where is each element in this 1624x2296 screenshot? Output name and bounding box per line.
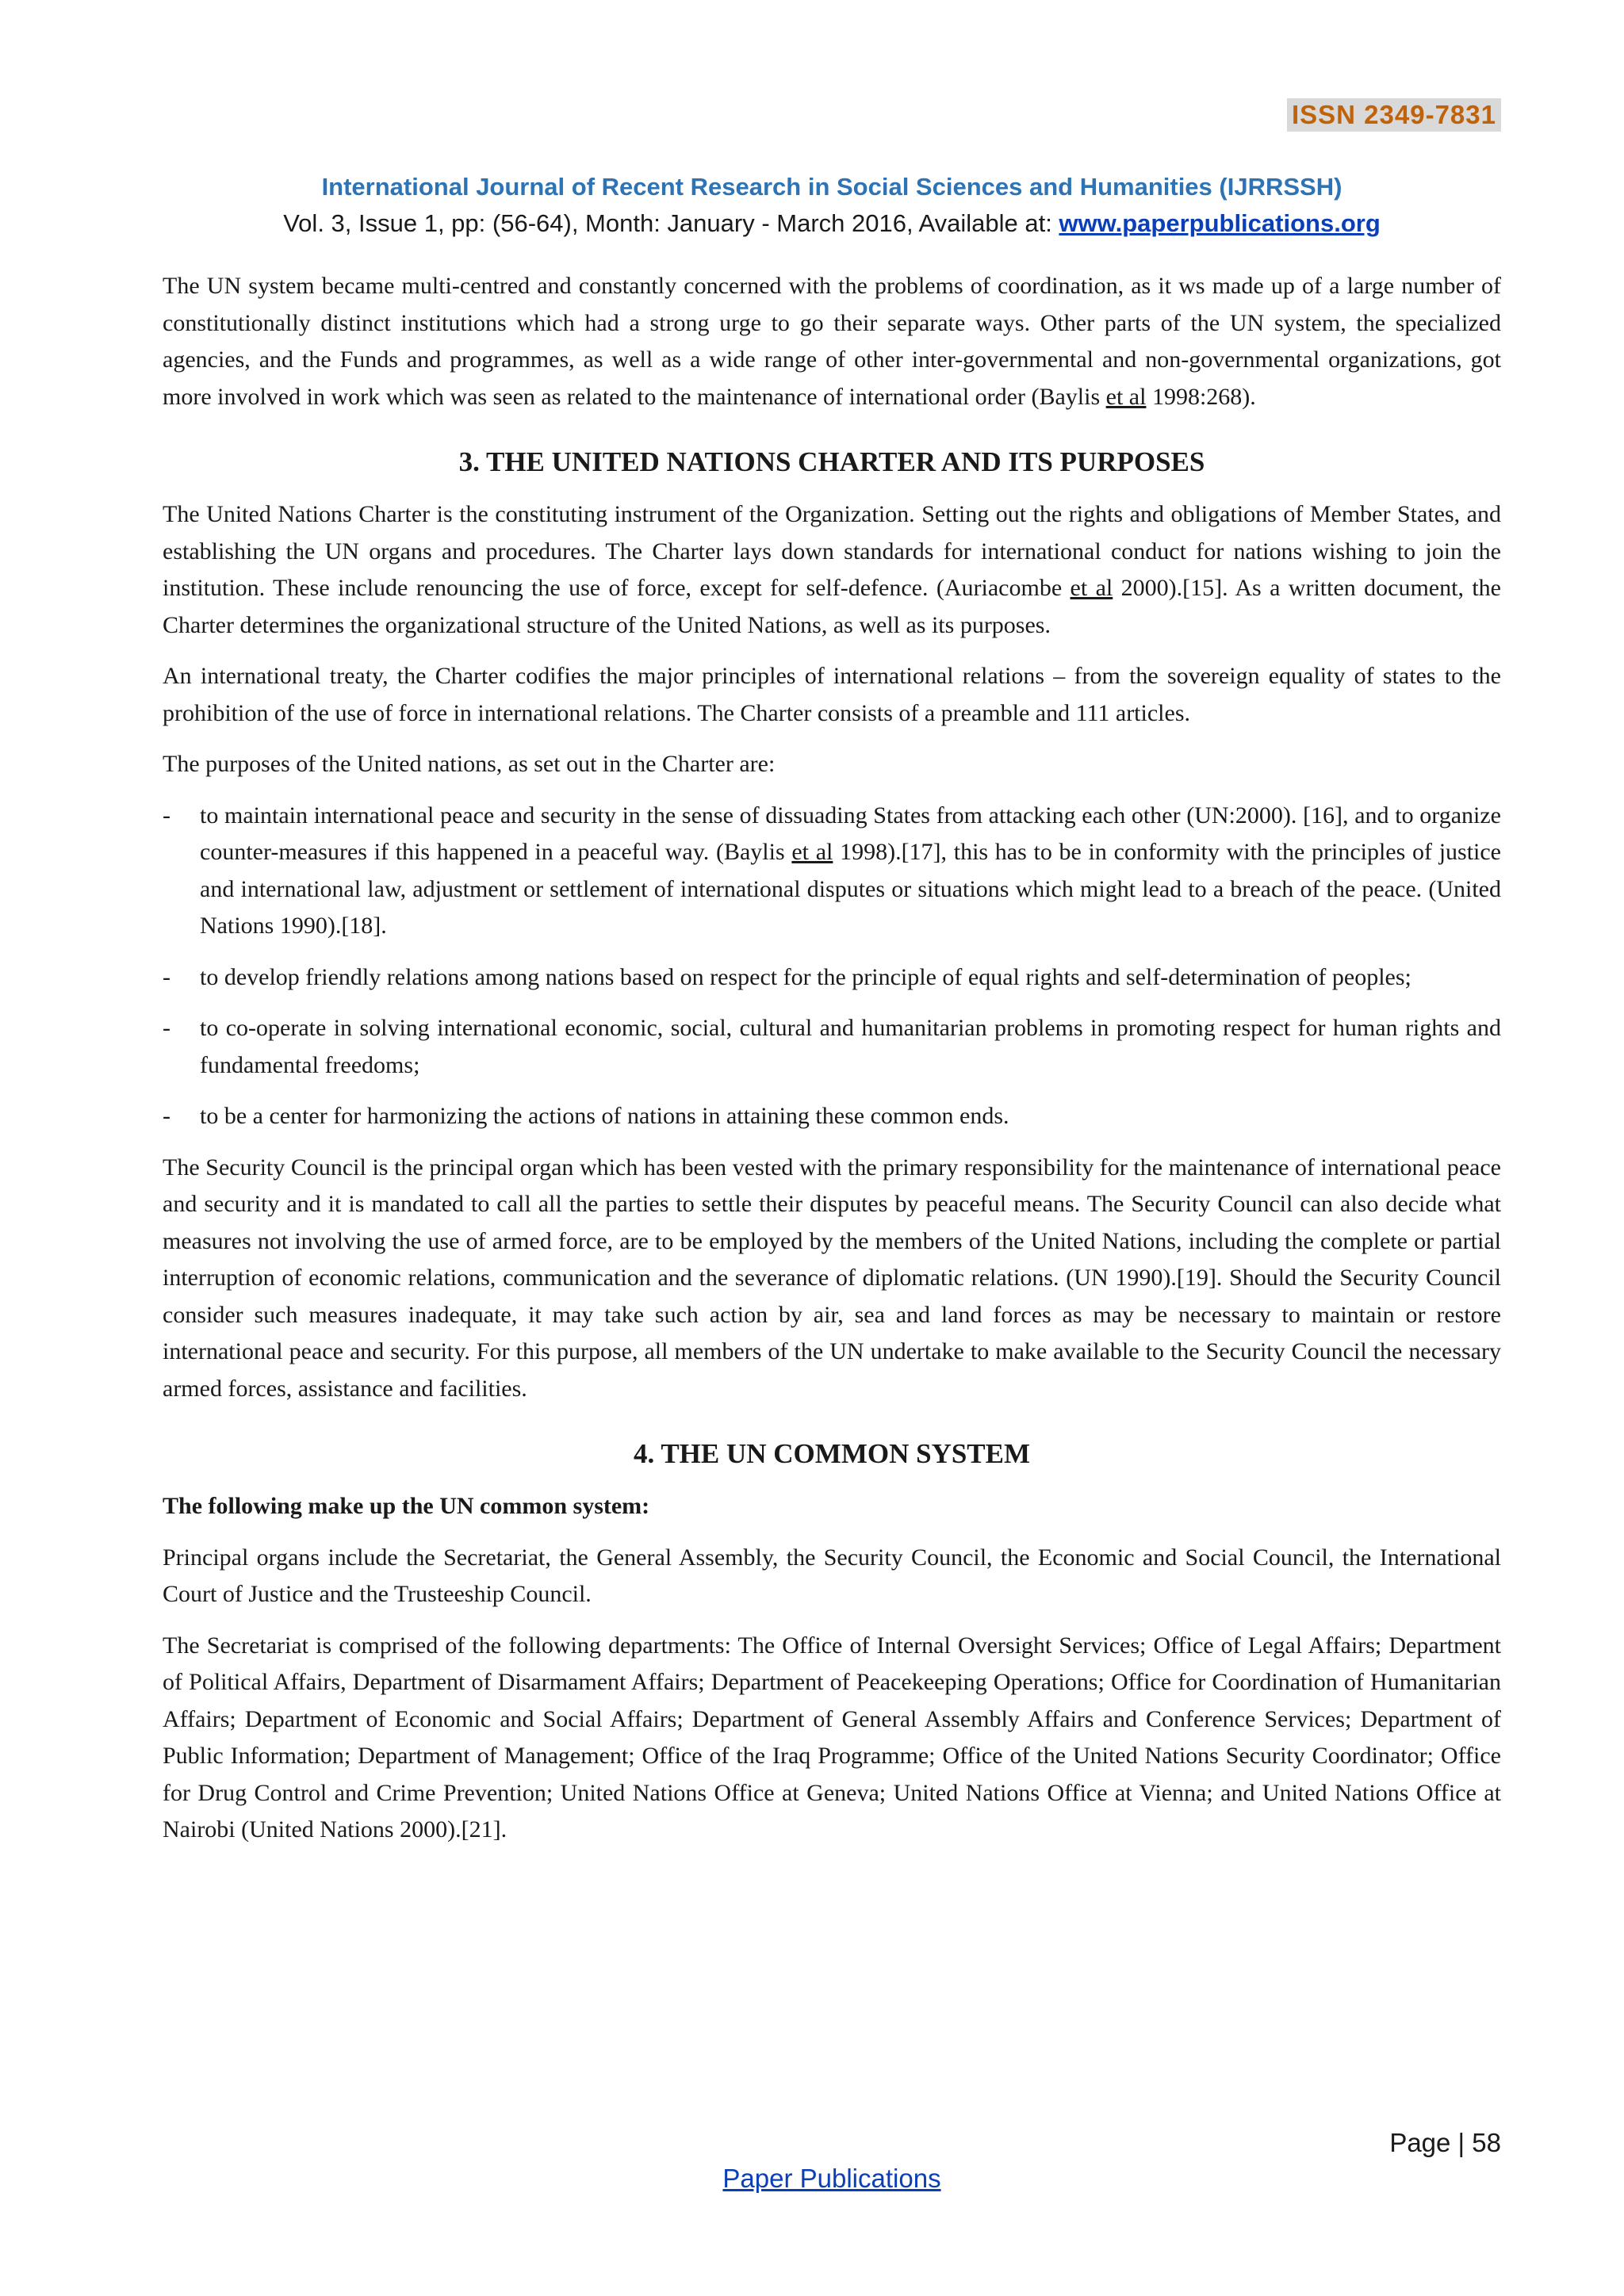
publisher-link[interactable]: Paper Publications xyxy=(722,2164,941,2193)
paragraph-3: An international treaty, the Charter codifies the major principles of international relations – from the sovereign equality of states to the prohibition of the use of force in international relations. The Charter consists of a preamble and 111 articles. xyxy=(163,663,1501,726)
dash-bullet: - xyxy=(163,1015,170,1041)
paragraph-6: Principal organs include the Secretariat, the General Assembly, the Security Council, the Economic and Social Council, the International Court of Justice and the Trusteeship Council. xyxy=(163,1544,1501,1607)
body-text xyxy=(163,268,1501,1849)
page-number: Page | 58 xyxy=(1389,2128,1501,2157)
list-item: - to maintain international peace and security in the sense of dissuading States from attacking each other (UN:2000). [16], and to organize counter-measures if this happened in a peaceful way. (Baylis et al 1998).[17], this has to be in conformity with the principles of justice and international law, adjustment or settlement of international disputes or situations which might lead to a breach of the peace. (United Nations 1990).[18]. xyxy=(163,798,1501,945)
list-item: - to co-operate in solving international economic, social, cultural and humanitarian problems in promoting respect for human rights and fundamental freedoms; xyxy=(163,1010,1501,1084)
et-al: et al xyxy=(1105,383,1147,410)
volume-text: Vol. 3, Issue 1, pp: (56-64), Month: January - March 2016, Available at: xyxy=(283,209,1059,237)
list-item: - to be a center for harmonizing the actions of nations in attaining these common ends. xyxy=(163,1098,1501,1135)
list-item: - to develop friendly relations among nations based on respect for the principle of equal rights and self-determination of peoples; xyxy=(163,959,1501,997)
paragraph-2: The United Nations Charter is the constituting instrument of the Organization. Setting out the rights and obligations of Member States, and establishing the UN organs and procedures. The Charter lays down standards for international conduct for nations wishing to join the institution. These include renouncing the use of force, except for self-defence. (Auriacombe et al 2000).[15]. As a written document, the Charter determines the organizational structure of the United Nations, as well as its purposes. xyxy=(163,501,1501,638)
et-al: et al xyxy=(791,839,833,865)
dash-bullet: - xyxy=(163,963,170,990)
paragraph-4: The purposes of the United nations, as set out in the Charter are: xyxy=(163,751,776,777)
journal-title: International Journal of Recent Research in Social Sciences and Humanities (IJRRSSH) xyxy=(321,173,1342,201)
volume-line xyxy=(163,209,1501,238)
purposes-list xyxy=(163,798,1501,1135)
dash-bullet: - xyxy=(163,1103,170,1129)
paragraph-7: The Secretariat is comprised of the following departments: The Office of Internal Oversight Services; Office of Legal Affairs; Department of Political Affairs, Department of Disarmament Affairs; Department of Peacekeeping Operations; Office for Coordination of Humanitarian Affairs; Department of Economic and Social Affairs; Department of General Assembly Affairs and Conference Services; Department of Public Information; Department of Management; Office of the Iraq Programme; Office of the United Nations Security Coordinator; Office for Drug Control and Crime Prevention; United Nations Office at Geneva; United Nations Office at Vienna; and United Nations Office at Nairobi (United Nations 2000).[21]. xyxy=(163,1632,1501,1843)
section-heading-4: 4. THE UN COMMON SYSTEM xyxy=(633,1438,1031,1469)
footer xyxy=(163,2164,1501,2194)
bold-lead-line: The following make up the UN common system: xyxy=(163,1493,650,1519)
paragraph-5: The Security Council is the principal organ which has been vested with the primary responsibility for the maintenance of international peace and security and it is mandated to call all the parties to settle their disputes by peaceful means. The Security Council can also decide what measures not involving the use of armed force, are to be employed by the members of the United Nations, including the complete or partial interruption of economic relations, communication and the severance of diplomatic relations. (UN 1990).[19]. Should the Security Council consider such measures inadequate, it may take such action by air, sea and land forces as may be necessary to maintain or restore international peace and security. For this purpose, all members of the UN undertake to make available to the Security Council the necessary armed forces, assistance and facilities. xyxy=(163,1154,1501,1402)
et-al: et al xyxy=(1070,575,1113,601)
dash-bullet: - xyxy=(163,802,170,828)
paragraph-1: The UN system became multi-centred and constantly concerned with the problems of coordination, as it ws made up of a large number of constitutionally distinct institutions which had a strong urge to go their separate ways. Other parts of the UN system, the specialized agencies, and the Funds and programmes, as well as a wide range of other inter-governmental and non-governmental organizations, got more involved in work which was seen as related to the maintenance of international order (Baylis et al 1998:268). xyxy=(163,273,1501,410)
section-heading-3: 3. THE UNITED NATIONS CHARTER AND ITS PURPOSES xyxy=(458,446,1205,477)
document-page xyxy=(163,0,1501,2296)
issn-badge: ISSN 2349-7831 xyxy=(1287,98,1501,132)
journal-url-link[interactable]: www.paperpublications.org xyxy=(1059,209,1381,237)
